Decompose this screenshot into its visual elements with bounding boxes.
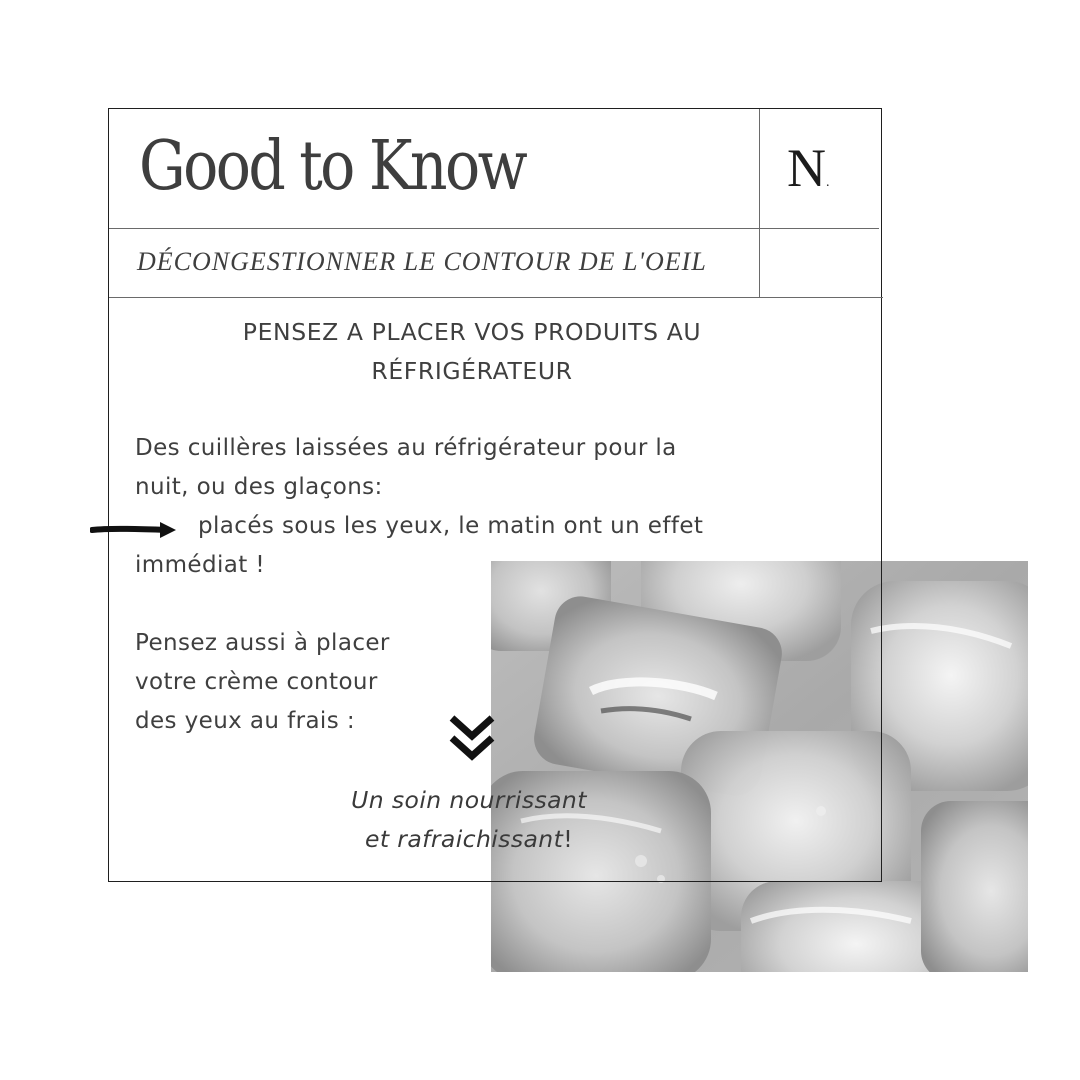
paragraph-line: des yeux au frais : bbox=[135, 708, 355, 734]
logo-letter: N bbox=[787, 138, 826, 198]
quote bbox=[259, 781, 679, 859]
section-heading bbox=[139, 313, 805, 391]
brand-logo bbox=[787, 137, 830, 199]
paragraph-cream bbox=[135, 624, 390, 741]
paragraph-line: nuit, ou des glaçons: bbox=[135, 474, 383, 500]
heading-line: PENSEZ A PLACER VOS PRODUITS AU bbox=[242, 318, 702, 346]
quote-line: Un soin nourrissant bbox=[351, 786, 587, 814]
paragraph-line: votre crème contour bbox=[135, 669, 378, 695]
double-chevron-down-icon bbox=[446, 712, 498, 768]
quote-line bbox=[259, 820, 679, 859]
subtitle-divider bbox=[109, 297, 883, 298]
arrow-right-icon bbox=[90, 518, 180, 546]
page-title: Good to Know bbox=[139, 127, 526, 206]
quote-italic: et rafraichissant bbox=[364, 825, 564, 853]
paragraph-spoons bbox=[135, 429, 703, 585]
paragraph-line: Pensez aussi à placer bbox=[135, 630, 390, 656]
subtitle: DÉCONGESTIONNER LE CONTOUR DE L'OEIL bbox=[137, 247, 707, 276]
paragraph-line: placés sous les yeux, le matin ont un effet bbox=[198, 513, 704, 539]
heading-line: RÉFRIGÉRATEUR bbox=[371, 357, 573, 385]
paragraph-line: immédiat ! bbox=[135, 552, 265, 578]
paragraph-line: Des cuillères laissées au réfrigérateur pour la bbox=[135, 435, 677, 461]
quote-exclamation: ! bbox=[563, 825, 574, 853]
logo-dot: . bbox=[826, 175, 830, 190]
header-divider bbox=[109, 228, 879, 229]
